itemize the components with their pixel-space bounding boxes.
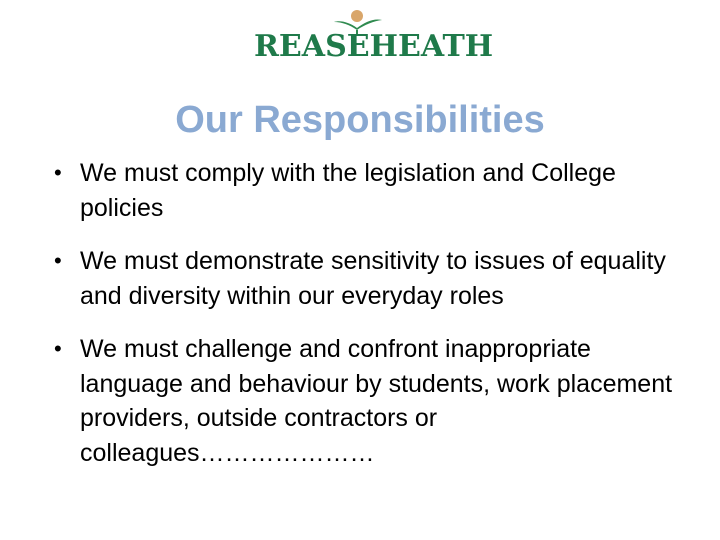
bullet-text: We must comply with the legislation and College policies: [80, 159, 616, 222]
bullet-dot-icon: •: [54, 336, 62, 361]
logo-wordmark: REASEHEATH: [254, 29, 494, 64]
list-item: [50, 332, 690, 470]
bullet-dot-icon: •: [54, 160, 62, 185]
reaseheath-logo: [254, 8, 494, 64]
bullet-text: We must demonstrate sensitivity to issues of equality and diversity within our everyday roles: [80, 247, 666, 310]
list-item: [50, 156, 690, 225]
slide-title: Our Responsibilities: [175, 99, 545, 141]
bullet-text: We must challenge and confront inappropriate language and behaviour by students, work placement providers, outside contractors or colleagues…………………: [80, 335, 673, 467]
bullet-dot-icon: •: [54, 248, 62, 273]
bullet-list: [50, 156, 690, 489]
list-item: [50, 244, 690, 313]
